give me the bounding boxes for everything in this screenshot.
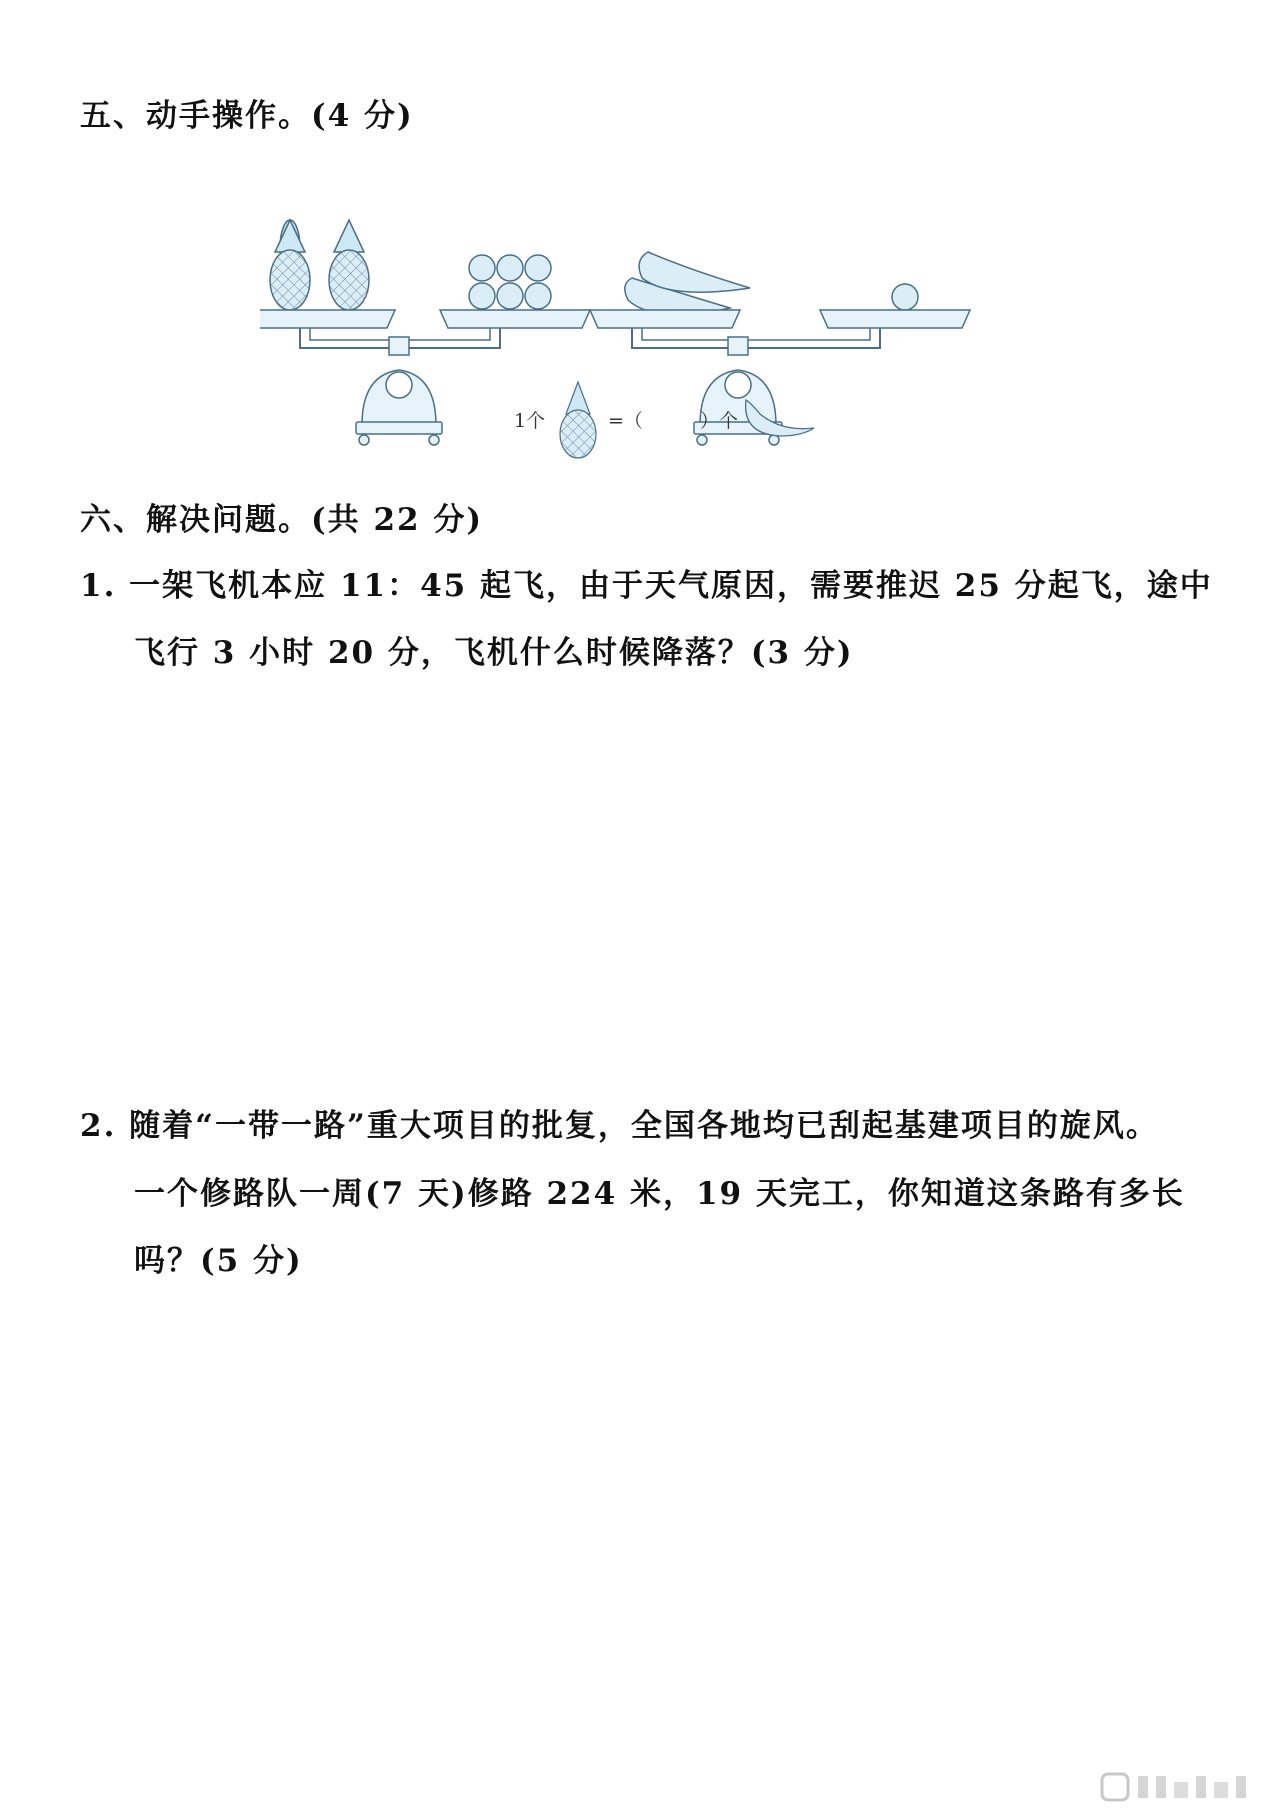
apple-icon-4 — [469, 283, 495, 309]
q1-line2: 飞行 3 小时 20 分，飞机什么时候降落？(3 分) — [134, 635, 854, 671]
pineapple-icon-equation — [556, 380, 600, 460]
pineapple-crown-1 — [275, 220, 305, 252]
equation-left-count: 1个 — [514, 410, 546, 432]
pineapple-crown-2 — [334, 220, 364, 252]
banana-icon-equation — [740, 394, 818, 444]
q2-line2: 一个修路队一周(7 天)修路 224 米，19 天完工，你知道这条路有多长 — [134, 1176, 1185, 1212]
pineapple-icon-2 — [329, 250, 369, 310]
section5-title: 五、动手操作。(4 分) — [80, 98, 414, 134]
pineapple-icon-1 — [270, 250, 310, 310]
equation-close-unit: ）个 — [700, 410, 739, 432]
left-pan-left — [260, 310, 395, 328]
q2-answer-area[interactable] — [80, 1300, 1200, 1740]
right-pan-left — [590, 310, 740, 328]
apple-icon-single — [892, 284, 918, 310]
q1-line1: 1. 一架飞机本应 11：45 起飞，由于天气原因，需要推迟 25 分起飞，途中 — [80, 568, 1213, 604]
equation-equals-open: =（ — [608, 410, 643, 432]
right-pan-right — [820, 310, 970, 328]
left-pan-right — [440, 310, 590, 328]
left-scale-dial — [386, 372, 412, 398]
q1-answer-area[interactable] — [80, 690, 1200, 1090]
corner-watermark-mark — [1100, 1772, 1260, 1802]
apple-icon-3 — [525, 255, 551, 281]
apple-icon-1 — [469, 255, 495, 281]
banana-icon-2 — [639, 252, 750, 292]
apple-icon-2 — [497, 255, 523, 281]
q2-line3: 吗？(5 分) — [134, 1243, 303, 1279]
q2-line1: 2. 随着“一带一路”重大项目的批复，全国各地均已刮起基建项目的旋风。 — [80, 1108, 1159, 1144]
answer-blank[interactable] — [650, 406, 698, 430]
apple-icon-5 — [497, 283, 523, 309]
apple-icon-6 — [525, 283, 551, 309]
equation-row — [500, 380, 840, 460]
section6-title: 六、解决问题。(共 22 分) — [80, 502, 484, 538]
